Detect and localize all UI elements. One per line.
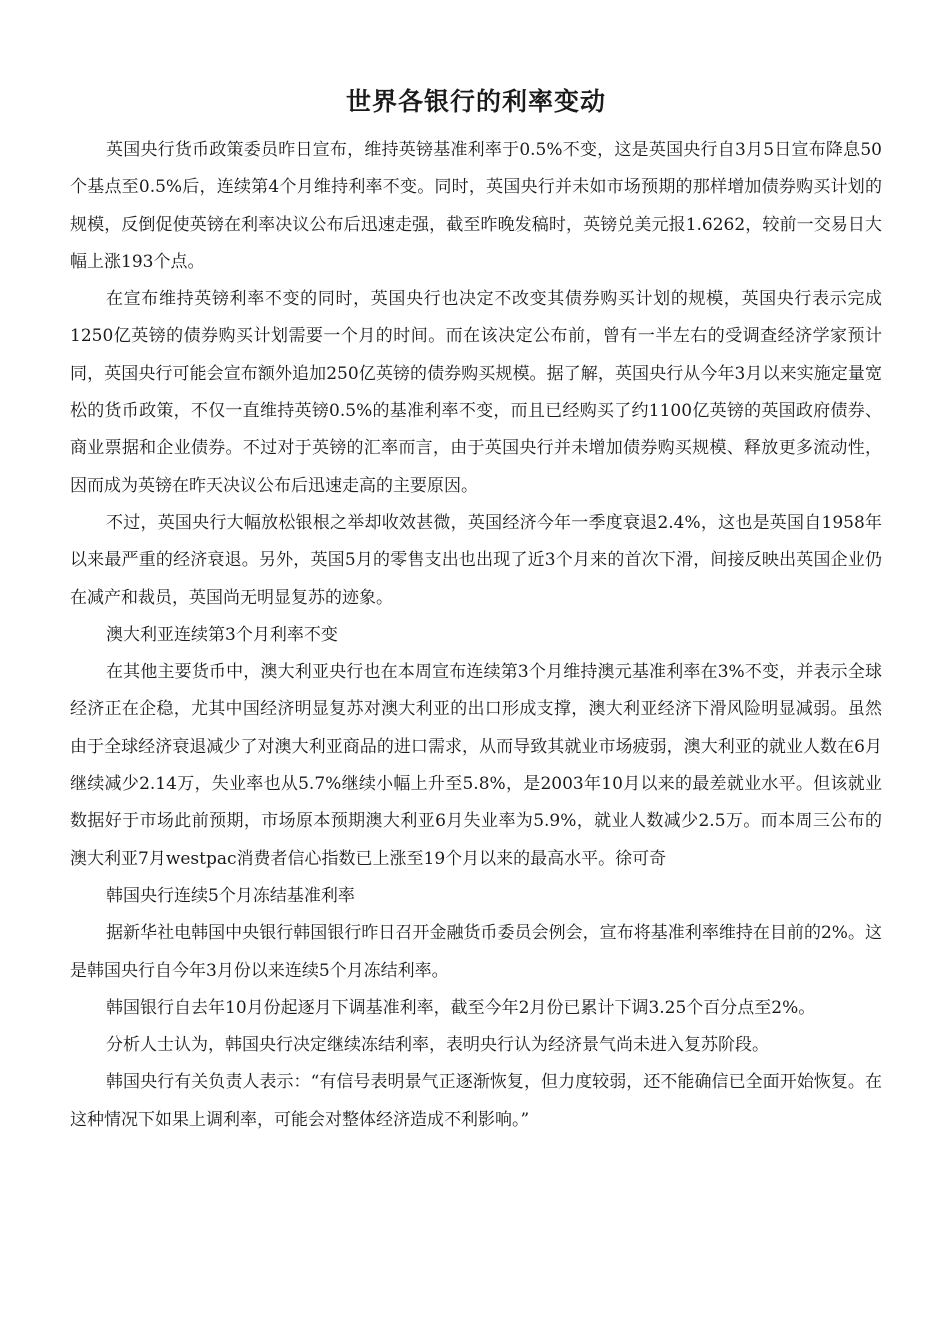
document-page <box>70 82 882 1139</box>
paragraph-korea-cuts: 韩国银行自去年10月份起逐月下调基准利率，截至今年2月份已累计下调3.25个百分点至2%。 <box>106 997 816 1018</box>
paragraph-korea-decision: 据新华社电韩国中央银行韩国银行昨日召开金融货币委员会例会，宣布将基准利率维持在目前的2%。这是韩国央行自今年3月份以来连续5个月冻结利率。 <box>70 923 882 981</box>
subheading-australia: 澳大利亚连续第3个月利率不变 <box>106 624 338 645</box>
paragraph-uk-bond-purchase: 在宣布维持英镑利率不变的同时，英国央行也决定不改变其债券购买计划的规模，英国央行表示完成1250亿英镑的债券购买计划需要一个月的时间。而在该决定公布前，曾有一半左右的受调查经济学家预计同，英国央行可能会宣布额外追加250亿英镑的债券购买规模。据了解，英国央行从今年3月以来实施定量宽松的货币政策，不仅一直维持英镑0.5%的基准利率不变，而且已经购买了约1100亿英镑的英国政府债券、商业票据和企业债券。不过对于英镑的汇率而言，由于英国央行并未增加债券购买规模、释放更多流动性，因而成为英镑在昨天决议公布后迅速走高的主要原因。 <box>70 289 882 496</box>
paragraph-uk-decision: 英国央行货币政策委员昨日宣布，维持英镑基准利率于0.5%不变，这是英国央行自3月5日宣布降息50个基点至0.5%后，连续第4个月维持利率不变。同时，英国央行并未如市场预期的那样增加债券购买计划的规模，反倒促使英镑在利率决议公布后迅速走强，截至昨晚发稿时，英镑兑美元报1.6262，较前一交易日大幅上涨193个点。 <box>70 140 882 272</box>
paragraph-korea-quote: 韩国央行有关负责人表示：“有信号表明景气正逐渐恢复，但力度较弱，还不能确信已全面开始恢复。在这种情况下如果上调利率，可能会对整体经济造成不利影响。” <box>70 1072 882 1130</box>
paragraph-uk-recession: 不过，英国央行大幅放松银根之举却收效甚微，英国经济今年一季度衰退2.4%，这也是英国自1958年以来最严重的经济衰退。另外，英国5月的零售支出也出现了近3个月来的首次下滑，间接反映出英国企业仍在减产和裁员，英国尚无明显复苏的迹象。 <box>70 512 882 608</box>
document-title: 世界各银行的利率变动 <box>345 87 606 116</box>
paragraph-australia: 在其他主要货币中，澳大利亚央行也在本周宣布连续第3个月维持澳元基准利率在3%不变，并表示全球经济正在企稳，尤其中国经济明显复苏对澳大利亚的出口形成支撑，澳大利亚经济下滑风险明显减弱。虽然由于全球经济衰退减少了对澳大利亚商品的进口需求，从而导致其就业市场疲弱，澳大利亚的就业人数在6月继续减少2.14万，失业率也从5.7%继续小幅上升至5.8%，是2003年10月以来的最差就业水平。但该就业数据好于市场此前预期，市场原本预期澳大利亚6月失业率为5.9%，就业人数减少2.5万。而本周三公布的澳大利亚7月westpac消费者信心指数已上涨至19个月以来的最高水平。徐可奇 <box>70 662 882 869</box>
paragraph-korea-analysis: 分析人士认为，韩国央行决定继续冻结利率，表明央行认为经济景气尚未进入复苏阶段。 <box>106 1035 769 1056</box>
subheading-korea: 韩国央行连续5个月冻结基准利率 <box>106 885 355 906</box>
